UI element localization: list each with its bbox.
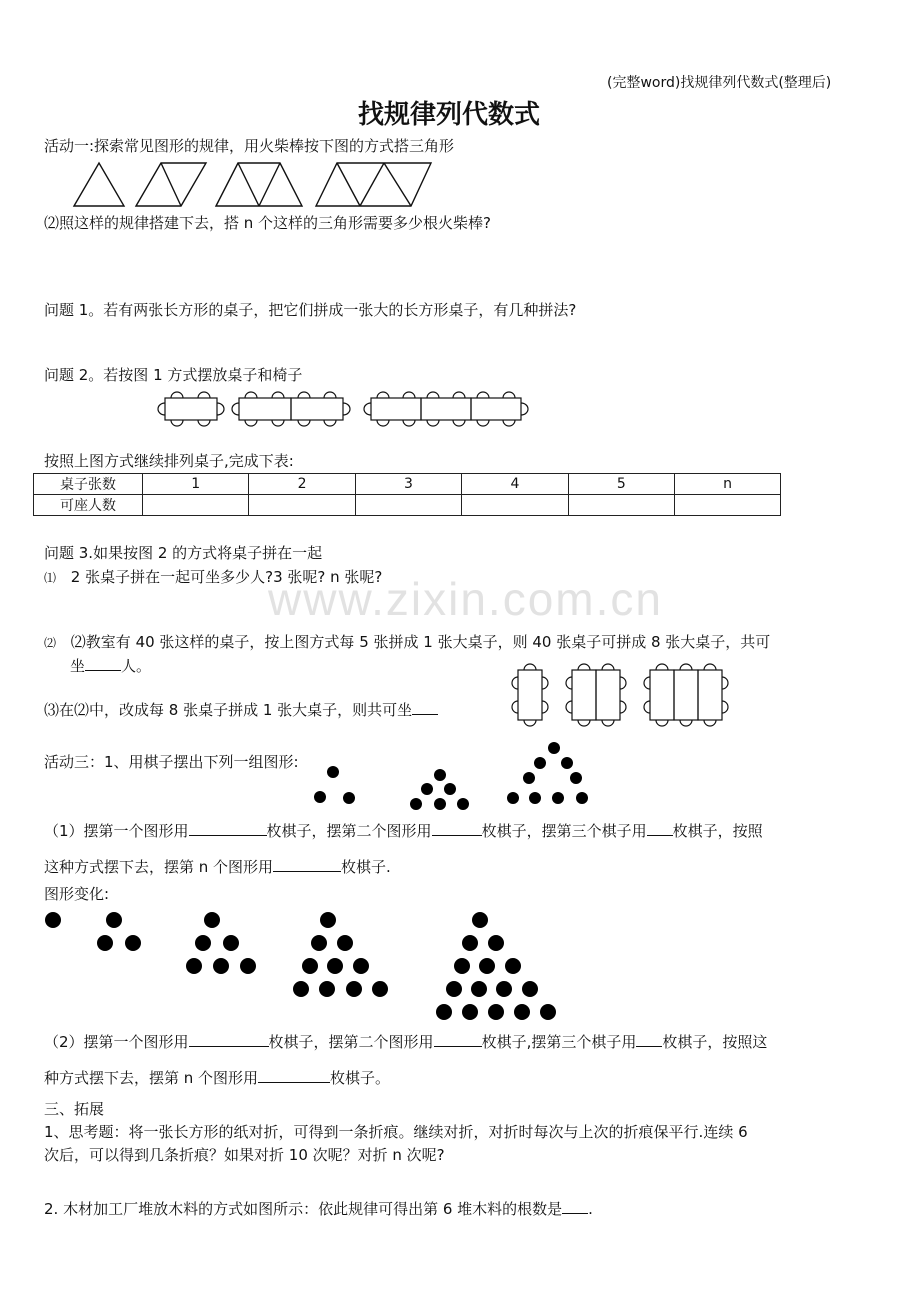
problem1-text: 问题 1。若有两张长方形的桌子，把它们拼成一张大的长方形桌子，有几种拼法? (44, 301, 577, 319)
q2-seg-c: 枚棋子,摆第三个棋子用 (481, 1033, 637, 1051)
matchstick-triangles-figure (70, 160, 450, 210)
activity3-q1-line1 (44, 821, 763, 841)
activity3-q1-line2 (44, 857, 391, 877)
q1-text: 2 张桌子拼在一起可坐多少人?3 张呢? n 张呢? (70, 568, 383, 586)
answer-blank[interactable] (432, 821, 482, 836)
watermark-text: www.zixin.com.cn (268, 573, 663, 625)
q2-marker: ⑵ (44, 636, 57, 650)
answer-blank[interactable] (258, 1068, 330, 1083)
answer-blank[interactable] (273, 857, 341, 872)
table-row (34, 495, 781, 516)
extension-q2 (44, 1199, 593, 1219)
answer-blank[interactable] (434, 1032, 482, 1047)
problem3-q1 (44, 567, 382, 588)
q2-seg-d: 枚棋子，按照这 (662, 1033, 768, 1051)
activity3-q2-line1 (44, 1032, 767, 1052)
q1-seg-b: 枚棋子，摆第二个图形用 (266, 822, 432, 840)
table-answer-cell[interactable] (143, 495, 249, 516)
problem2-instruction: 按照上图方式继续排列桌子,完成下表: (44, 452, 294, 470)
problem3-q3 (44, 700, 438, 720)
problem2-intro: 问题 2。若按图 1 方式摆放桌子和椅子 (44, 366, 303, 384)
answer-blank[interactable] (189, 821, 267, 836)
chess-pieces-figure-1 (300, 762, 600, 812)
q1-seg-a: （1）摆第一个图形用 (44, 822, 189, 840)
extension-q1-line2: 次后，可以得到几条折痕？如果对折 10 次呢？对折 n 次呢? (44, 1146, 445, 1164)
table-header-cell: 2 (249, 474, 355, 495)
q2-text: ⑵教室有 40 张这样的桌子，按上图方式每 5 张拼成 1 张大桌子，则 40 张桌子可拼成 8 张大桌子，共可 (70, 633, 771, 651)
q1-seg-c: 枚棋子，摆第三个棋子用 (481, 822, 647, 840)
q2-seg-a: （2）摆第一个图形用 (44, 1033, 189, 1051)
answer-blank[interactable] (647, 821, 673, 836)
answer-blank[interactable] (189, 1032, 269, 1047)
tables-chairs-figure-1 (150, 388, 550, 434)
chess-pieces-figure-2 (40, 908, 580, 1023)
extension-heading: 三、拓展 (44, 1100, 105, 1118)
answer-blank[interactable] (636, 1032, 662, 1047)
q1-marker: ⑴ (44, 571, 57, 585)
seating-table (33, 473, 781, 516)
activity1-intro: 活动一:探索常见图形的规律，用火柴棒按下图的方式搭三角形 (44, 137, 455, 155)
page-header: (完整word)找规律列代数式(整理后) (607, 75, 832, 91)
page-title: 找规律列代数式 (358, 100, 541, 130)
table-answer-cell[interactable] (355, 495, 461, 516)
q1-seg-e: 这种方式摆下去，摆第 n 个图形用 (44, 858, 274, 876)
q2-end: . (588, 1200, 593, 1218)
q2-line2-start: 坐 (70, 657, 86, 675)
problem3-q2-line2 (70, 656, 151, 676)
table-row-label: 可座人数 (34, 495, 143, 516)
q1-seg-f: 枚棋子. (341, 858, 391, 876)
triangle-1 (74, 163, 124, 206)
table-answer-cell[interactable] (675, 495, 781, 516)
q3-text: ⑶在⑵中，改成每 8 张桌子拼成 1 张大桌子，则共可坐 (44, 701, 413, 719)
triangles-4-outline (316, 163, 431, 206)
q2-seg-e: 种方式摆下去，摆第 n 个图形用 (44, 1069, 259, 1087)
answer-blank[interactable] (412, 700, 438, 715)
q2-text: 2. 木材加工厂堆放木料的方式如图所示：依此规律可得出第 6 堆木料的根数是 (44, 1200, 563, 1218)
q2-seg-f: 枚棋子。 (330, 1069, 391, 1087)
answer-blank[interactable] (85, 656, 121, 671)
table-rect (165, 398, 217, 420)
problem3-q2-line1 (44, 632, 770, 653)
activity3-intro: 活动三：1、用棋子摆出下列一组图形: (44, 753, 299, 771)
table-header-cell: 1 (143, 474, 249, 495)
table-header-cell: 5 (568, 474, 674, 495)
table-header-cell: 3 (355, 474, 461, 495)
figure-change-label: 图形变化: (44, 885, 110, 903)
table-row-label: 桌子张数 (34, 474, 143, 495)
problem3-intro: 问题 3.如果按图 2 的方式将桌子拼在一起 (44, 544, 323, 562)
answer-blank[interactable] (562, 1199, 588, 1214)
q2-line2-end: 人。 (121, 657, 152, 675)
tables-chairs-figure-2 (500, 660, 740, 730)
triangles-3-outline (216, 163, 302, 206)
table-answer-cell[interactable] (568, 495, 674, 516)
table-row (34, 474, 781, 495)
table-answer-cell[interactable] (249, 495, 355, 516)
activity1-question2: ⑵照这样的规律搭建下去，搭 n 个这样的三角形需要多少根火柴棒? (44, 214, 492, 232)
q1-seg-d: 枚棋子，按照 (672, 822, 763, 840)
table-answer-cell[interactable] (462, 495, 568, 516)
q2-seg-b: 枚棋子，摆第二个图形用 (268, 1033, 434, 1051)
extension-q1-line1: 1、思考题：将一张长方形的纸对折，可得到一条折痕。继续对折，对折时每次与上次的折痕保平行.连续 6 (44, 1123, 748, 1141)
table-header-cell: 4 (462, 474, 568, 495)
table-header-cell: n (675, 474, 781, 495)
triangles-2-mid (161, 163, 181, 206)
activity3-q2-line2 (44, 1068, 390, 1088)
